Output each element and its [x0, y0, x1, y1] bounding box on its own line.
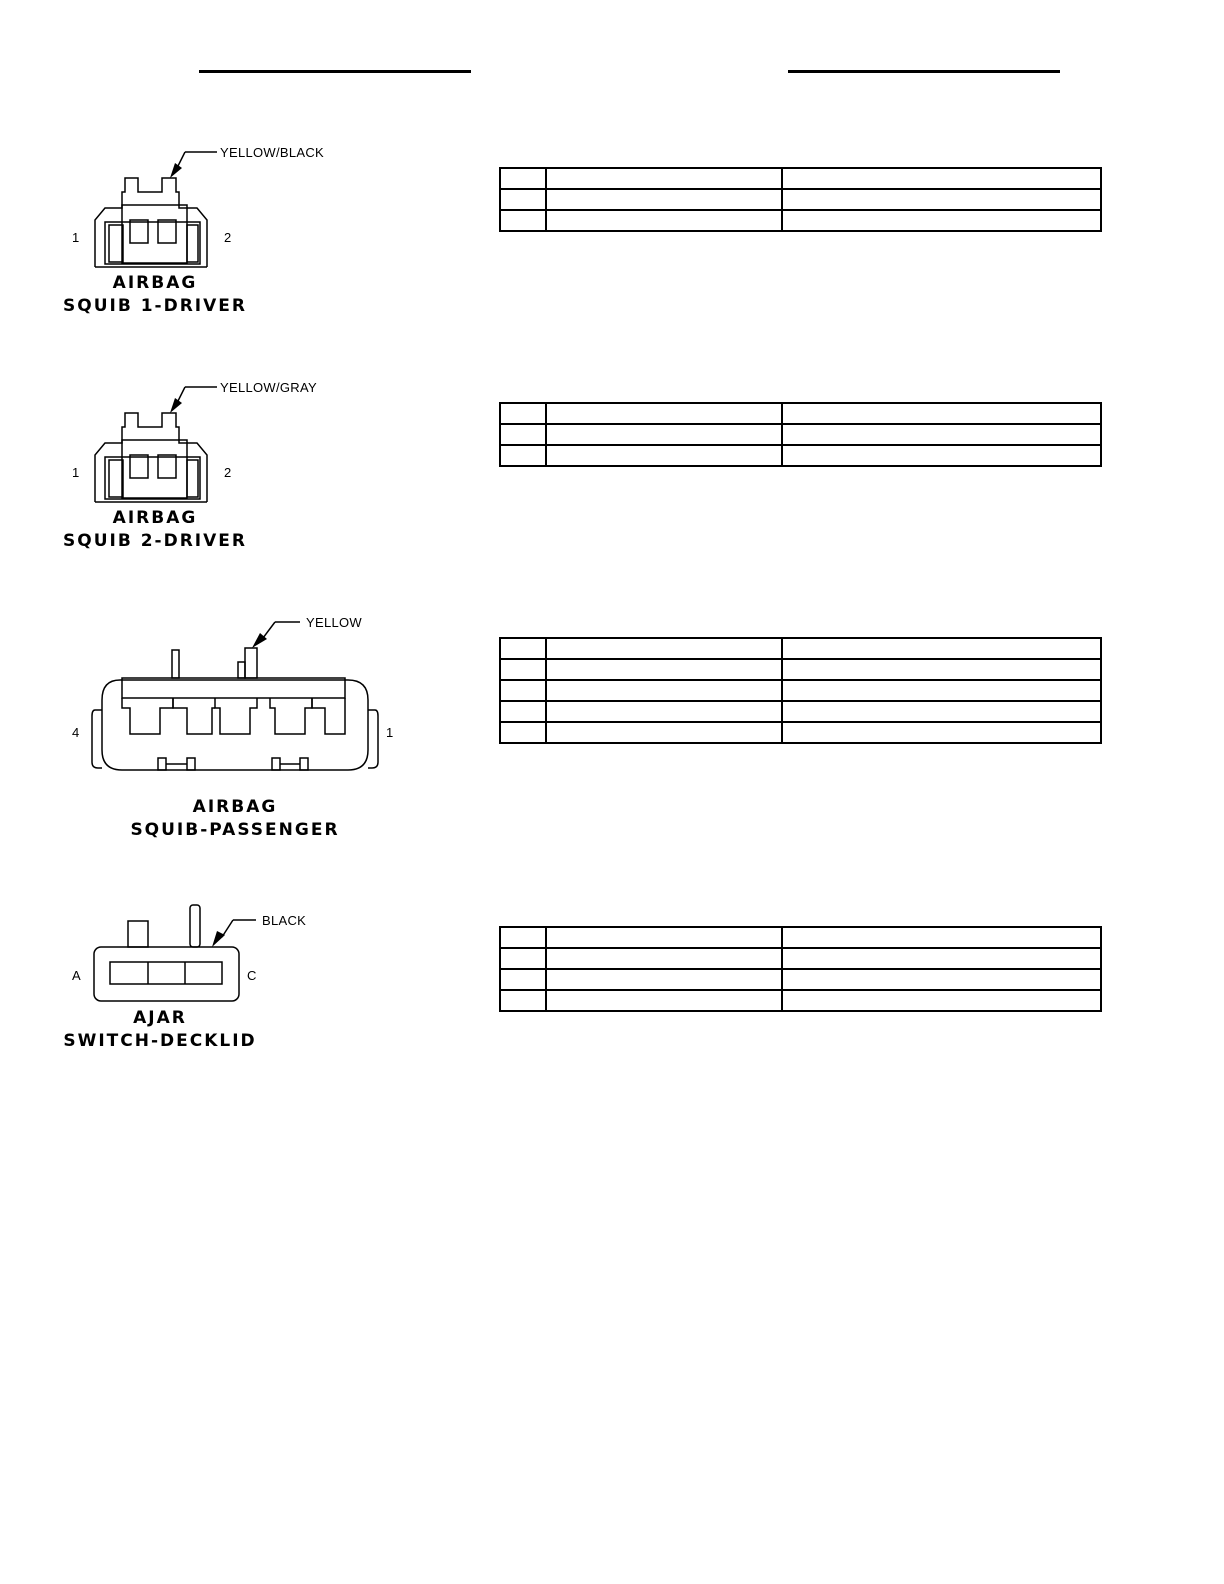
table-row	[500, 990, 1101, 1011]
table-row	[500, 445, 1101, 466]
table-row	[500, 189, 1101, 210]
header-rule-left	[199, 70, 471, 73]
connector-title-line2: SQUIB-PASSENGER	[130, 820, 340, 840]
connector-title	[60, 272, 250, 318]
connector-title	[60, 507, 250, 553]
pin-label-left: 1	[72, 230, 80, 245]
table-row	[500, 659, 1101, 680]
pin-table-squib2	[499, 402, 1102, 467]
connector-title-line2: SQUIB 1-DRIVER	[63, 296, 247, 316]
pin-label-right: C	[247, 968, 257, 983]
connector-drawing-squib2	[60, 375, 320, 515]
wire-color-label: YELLOW/GRAY	[220, 380, 317, 395]
connector-title-line1: AIRBAG	[112, 508, 198, 528]
pin-label-right: 1	[386, 725, 394, 740]
wire-color-label: YELLOW	[306, 615, 362, 630]
pin-table-decklid	[499, 926, 1102, 1012]
pin-label-left: 4	[72, 725, 80, 740]
connector-title-line1: AJAR	[133, 1008, 187, 1028]
pin-label-left: A	[72, 968, 81, 983]
table-row	[500, 680, 1101, 701]
connector-title	[130, 796, 340, 842]
table-row	[500, 168, 1101, 189]
table-row	[500, 722, 1101, 743]
connector-drawing-squib1	[60, 140, 320, 280]
table-row	[500, 403, 1101, 424]
table-row	[500, 927, 1101, 948]
pin-table-passenger	[499, 637, 1102, 744]
connector-title-line1: AIRBAG	[192, 797, 278, 817]
table-row	[500, 424, 1101, 445]
connector-title-line2: SWITCH-DECKLID	[63, 1031, 257, 1051]
table-row	[500, 948, 1101, 969]
pin-table-squib1	[499, 167, 1102, 232]
wire-color-label: YELLOW/BLACK	[220, 145, 325, 160]
table-row	[500, 638, 1101, 659]
pin-label-right: 2	[224, 230, 232, 245]
connector-title-line1: AIRBAG	[112, 273, 198, 293]
table-row	[500, 210, 1101, 231]
connector-title	[60, 1007, 260, 1053]
wire-color-label: BLACK	[262, 913, 307, 928]
connector-drawing-passenger	[80, 610, 400, 780]
header-rule-right	[788, 70, 1060, 73]
pin-label-right: 2	[224, 465, 232, 480]
table-row	[500, 701, 1101, 722]
pin-label-left: 1	[72, 465, 80, 480]
connector-title-line2: SQUIB 2-DRIVER	[63, 531, 247, 551]
table-row	[500, 969, 1101, 990]
